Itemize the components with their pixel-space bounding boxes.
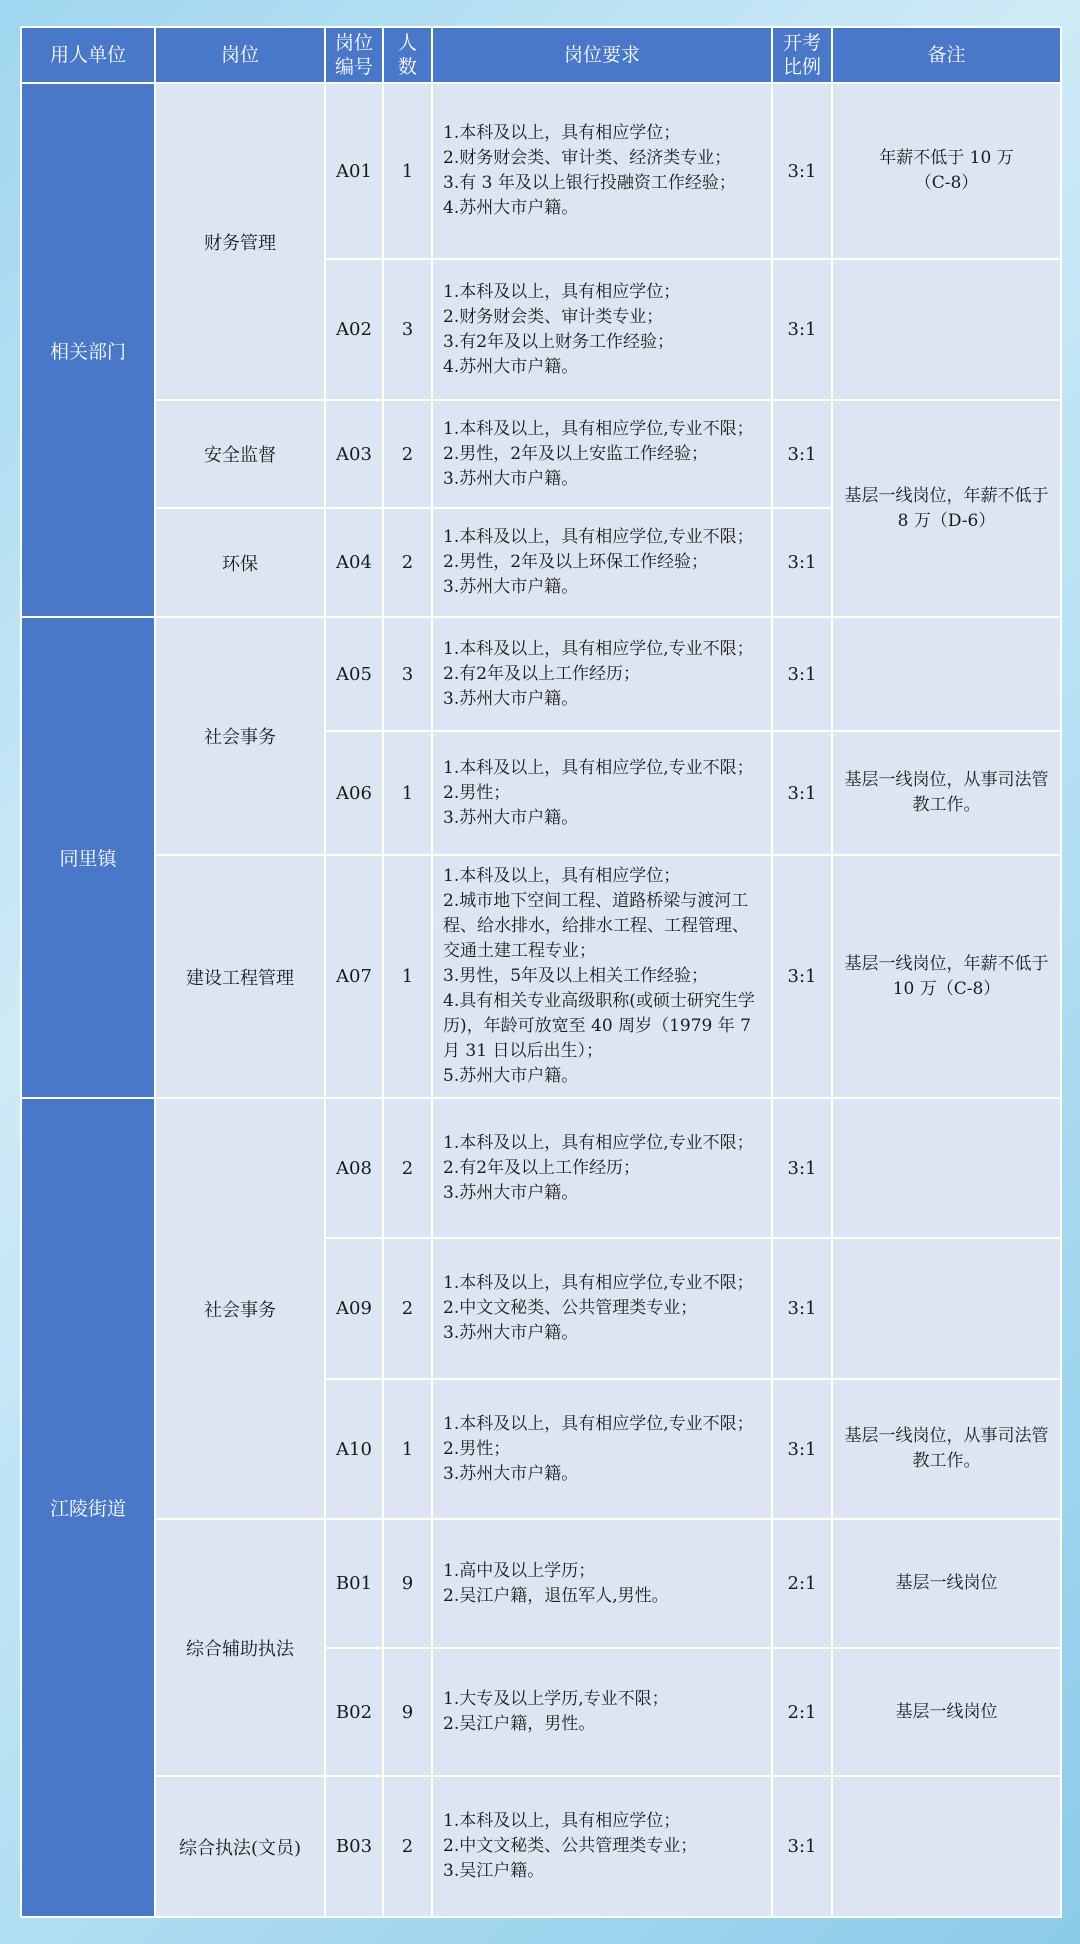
note-line: 基层一线岗位，年薪不低于 8 万（D-6） xyxy=(844,485,1049,531)
unit-cell: 江陵街道 xyxy=(21,1098,155,1917)
requirement-line: 3.苏州大市户籍。 xyxy=(443,577,579,597)
ratio-cell: 3:1 xyxy=(772,1238,832,1379)
count-cell: 2 xyxy=(383,1098,432,1238)
header-count xyxy=(383,27,432,83)
note-cell-empty xyxy=(832,1238,1061,1379)
recruitment-table xyxy=(20,26,1062,1918)
header-unit: 用人单位 xyxy=(21,27,155,83)
requirements-cell xyxy=(432,1776,772,1917)
position-cell: 建设工程管理 xyxy=(155,855,325,1098)
requirement-line: 2.吴江户籍，退伍军人,男性。 xyxy=(443,1585,669,1606)
requirement-line: 3.苏州大市户籍。 xyxy=(443,807,579,828)
code-cell: B03 xyxy=(325,1776,383,1917)
table-row xyxy=(21,855,1061,1098)
requirement-line: 1.高中及以上学历； xyxy=(443,1560,596,1581)
header-notes: 备注 xyxy=(832,27,1061,83)
requirements-cell xyxy=(432,83,772,259)
table-row xyxy=(21,617,1061,731)
position-cell: 环保 xyxy=(155,508,325,617)
header-row xyxy=(21,27,1061,83)
requirement-line: 1.本科及以上，具有相应学位,专业不限； xyxy=(443,1132,754,1153)
requirement-line: 1.本科及以上，具有相应学位,专业不限； xyxy=(443,1273,754,1293)
note-line: 基层一线岗位，年薪不低于 10 万（C-8） xyxy=(844,953,1049,999)
note-cell xyxy=(832,855,1061,1098)
recruitment-table-frame xyxy=(20,26,1060,1916)
position-cell: 社会事务 xyxy=(155,617,325,855)
requirement-line: 2.男性； xyxy=(443,782,511,803)
table-row xyxy=(21,1776,1061,1917)
code-cell: A07 xyxy=(325,855,383,1098)
requirement-line: 1.大专及以上学历,专业不限； xyxy=(443,1689,669,1709)
count-cell: 1 xyxy=(383,83,432,259)
requirement-line: 3.苏州大市户籍。 xyxy=(443,468,579,489)
requirement-line: 2.有2年及以上工作经历； xyxy=(443,663,641,684)
note-cell-empty xyxy=(832,617,1061,731)
requirements-cell xyxy=(432,855,772,1098)
requirement-line: 3.吴江户籍。 xyxy=(443,1861,545,1881)
position-cell: 财务管理 xyxy=(155,83,325,400)
requirement-line: 3.有 3 年及以上银行投融资工作经验； xyxy=(443,173,736,193)
note-line: 基层一线岗位 xyxy=(895,1573,998,1593)
code-cell: A06 xyxy=(325,731,383,855)
code-cell: A04 xyxy=(325,508,383,617)
requirement-line: 1.本科及以上，具有相应学位,专业不限； xyxy=(443,638,754,659)
requirement-line: 3.有2年及以上财务工作经验； xyxy=(443,331,675,352)
ratio-cell: 3:1 xyxy=(772,1098,832,1238)
note-cell-empty xyxy=(832,1098,1061,1238)
count-cell: 1 xyxy=(383,1379,432,1519)
requirements-cell xyxy=(432,1379,772,1519)
requirement-line: 3.男性，5年及以上相关工作经验； xyxy=(443,966,709,986)
note-line: 基层一线岗位 xyxy=(895,1701,998,1722)
requirement-line: 3.苏州大市户籍。 xyxy=(443,1182,579,1203)
requirements-cell xyxy=(432,1238,772,1379)
count-cell: 3 xyxy=(383,259,432,400)
table-row xyxy=(21,400,1061,508)
requirement-line: 2.中文文秘类、公共管理类专业； xyxy=(443,1298,698,1318)
requirement-line: 1.本科及以上，具有相应学位； xyxy=(443,866,681,886)
position-cell: 社会事务 xyxy=(155,1098,325,1519)
ratio-cell: 3:1 xyxy=(772,259,832,400)
header-requirements: 岗位要求 xyxy=(432,27,772,83)
note-cell-empty xyxy=(832,259,1061,400)
note-line: 基层一线岗位，从事司法管教工作。 xyxy=(844,770,1049,815)
code-cell: A10 xyxy=(325,1379,383,1519)
requirements-cell xyxy=(432,617,772,731)
requirement-line: 3.苏州大市户籍。 xyxy=(443,1323,579,1343)
header-ratio-text: 开考比例 xyxy=(783,32,822,78)
note-line: （C-8） xyxy=(914,173,979,193)
code-cell: B02 xyxy=(325,1648,383,1776)
requirement-line: 1.本科及以上，具有相应学位； xyxy=(443,1811,681,1831)
code-cell: A09 xyxy=(325,1238,383,1379)
table-row xyxy=(21,1098,1061,1238)
count-cell: 3 xyxy=(383,617,432,731)
note-cell xyxy=(832,83,1061,259)
count-cell: 2 xyxy=(383,508,432,617)
requirement-line: 2.有2年及以上工作经历； xyxy=(443,1157,641,1178)
requirement-line: 1.本科及以上，具有相应学位； xyxy=(443,123,681,143)
count-cell: 9 xyxy=(383,1648,432,1776)
code-cell: B01 xyxy=(325,1519,383,1648)
requirement-line: 1.本科及以上，具有相应学位,专业不限； xyxy=(443,757,754,778)
count-cell: 2 xyxy=(383,400,432,508)
note-line: 基层一线岗位，从事司法管教工作。 xyxy=(844,1426,1049,1471)
ratio-cell: 3:1 xyxy=(772,400,832,508)
requirement-line: 1.本科及以上，具有相应学位； xyxy=(443,281,681,302)
requirement-line: 2.中文文秘类、公共管理类专业； xyxy=(443,1836,698,1856)
header-position: 岗位 xyxy=(155,27,325,83)
code-cell: A01 xyxy=(325,83,383,259)
position-cell: 安全监督 xyxy=(155,400,325,508)
requirement-line: 2.男性； xyxy=(443,1438,511,1459)
code-cell: A03 xyxy=(325,400,383,508)
note-line: 年薪不低于 10 万 xyxy=(879,148,1014,168)
ratio-cell: 3:1 xyxy=(772,83,832,259)
requirements-cell xyxy=(432,508,772,617)
requirements-cell xyxy=(432,259,772,400)
requirement-line: 5.苏州大市户籍。 xyxy=(443,1066,579,1086)
requirement-line: 3.苏州大市户籍。 xyxy=(443,1463,579,1484)
note-cell xyxy=(832,1519,1061,1648)
count-cell: 2 xyxy=(383,1776,432,1917)
requirement-line: 4.具有相关专业高级职称(或硕士研究生学历)，年龄可放宽至 40 周岁（1979 年 7 月 31 日以后出生）； xyxy=(443,991,755,1061)
requirement-line: 2.男性，2年及以上环保工作经验； xyxy=(443,552,709,572)
requirement-line: 2.财务财会类、审计类专业； xyxy=(443,306,664,327)
requirements-cell xyxy=(432,1648,772,1776)
code-cell: A02 xyxy=(325,259,383,400)
requirements-cell xyxy=(432,731,772,855)
requirement-line: 3.苏州大市户籍。 xyxy=(443,688,579,709)
requirements-cell xyxy=(432,1519,772,1648)
header-count-text: 人数 xyxy=(398,32,418,78)
ratio-cell: 2:1 xyxy=(772,1519,832,1648)
code-cell: A05 xyxy=(325,617,383,731)
code-cell: A08 xyxy=(325,1098,383,1238)
table-row xyxy=(21,83,1061,259)
header-ratio xyxy=(772,27,832,83)
position-cell: 综合辅助执法 xyxy=(155,1519,325,1776)
ratio-cell: 2:1 xyxy=(772,1648,832,1776)
requirements-cell xyxy=(432,1098,772,1238)
header-code-text: 岗位编号 xyxy=(335,32,374,78)
requirement-line: 2.财务财会类、审计类、经济类专业； xyxy=(443,148,732,168)
requirements-cell xyxy=(432,400,772,508)
requirement-line: 2.男性，2年及以上安监工作经验； xyxy=(443,443,709,464)
header-code xyxy=(325,27,383,83)
count-cell: 2 xyxy=(383,1238,432,1379)
requirement-line: 4.苏州大市户籍。 xyxy=(443,356,579,377)
requirement-line: 1.本科及以上，具有相应学位,专业不限； xyxy=(443,527,754,547)
requirement-line: 1.本科及以上，具有相应学位,专业不限； xyxy=(443,418,754,439)
requirement-line: 1.本科及以上，具有相应学位,专业不限； xyxy=(443,1413,754,1434)
ratio-cell: 3:1 xyxy=(772,1379,832,1519)
ratio-cell: 3:1 xyxy=(772,1776,832,1917)
ratio-cell: 3:1 xyxy=(772,508,832,617)
note-cell xyxy=(832,400,1061,617)
requirement-line: 2.吴江户籍，男性。 xyxy=(443,1714,596,1734)
ratio-cell: 3:1 xyxy=(772,617,832,731)
requirement-line: 2.城市地下空间工程、道路桥梁与渡河工程、给水排水，给排水工程、工程管理、交通土建工程专业； xyxy=(443,891,749,961)
note-cell-empty xyxy=(832,1776,1061,1917)
count-cell: 1 xyxy=(383,731,432,855)
requirement-line: 4.苏州大市户籍。 xyxy=(443,198,579,218)
table-row xyxy=(21,1519,1061,1648)
ratio-cell: 3:1 xyxy=(772,731,832,855)
note-cell xyxy=(832,1648,1061,1776)
unit-cell: 相关部门 xyxy=(21,83,155,617)
note-cell xyxy=(832,731,1061,855)
position-cell: 综合执法(文员) xyxy=(155,1776,325,1917)
count-cell: 1 xyxy=(383,855,432,1098)
count-cell: 9 xyxy=(383,1519,432,1648)
unit-cell: 同里镇 xyxy=(21,617,155,1098)
ratio-cell: 3:1 xyxy=(772,855,832,1098)
note-cell xyxy=(832,1379,1061,1519)
